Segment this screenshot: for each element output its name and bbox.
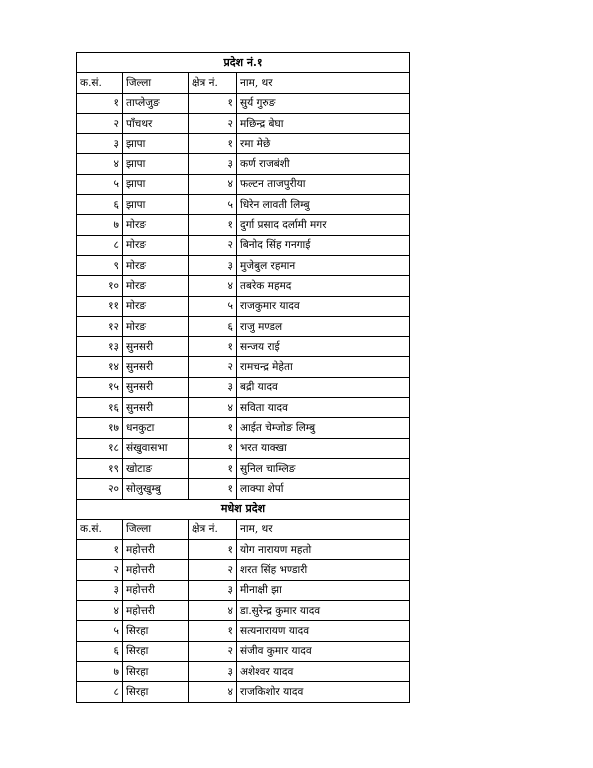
- header-serial: क.सं.: [77, 519, 123, 539]
- constituency-cell: २: [189, 641, 237, 661]
- district-cell: मोरङ: [123, 296, 189, 316]
- constituency-cell: ४: [189, 174, 237, 194]
- name-cell: संजीव कुमार यादव: [237, 641, 410, 661]
- header-district: जिल्ला: [123, 73, 189, 93]
- header-constituency: क्षेत्र नं.: [189, 73, 237, 93]
- column-header-row: [77, 519, 410, 539]
- name-cell: भरत याक्खा: [237, 438, 410, 458]
- serial-cell: ६: [77, 195, 123, 215]
- serial-cell: ५: [77, 174, 123, 194]
- constituency-cell: ५: [189, 296, 237, 316]
- constituency-cell: १: [189, 458, 237, 478]
- serial-cell: १८: [77, 438, 123, 458]
- name-cell: मछिन्द्र बेघा: [237, 113, 410, 133]
- serial-cell: ७: [77, 215, 123, 235]
- table-row: [77, 154, 410, 174]
- district-cell: मोरङ: [123, 215, 189, 235]
- serial-cell: १३: [77, 337, 123, 357]
- name-cell: सविता यादव: [237, 398, 410, 418]
- district-cell: झापा: [123, 195, 189, 215]
- constituency-cell: ४: [189, 398, 237, 418]
- constituency-cell: १: [189, 93, 237, 113]
- district-cell: झापा: [123, 174, 189, 194]
- district-cell: मोरङ: [123, 255, 189, 275]
- name-cell: कर्ण राजबंशी: [237, 154, 410, 174]
- district-cell: महोत्तरी: [123, 580, 189, 600]
- section-title: प्रदेश नं.१: [77, 53, 410, 73]
- serial-cell: ३: [77, 580, 123, 600]
- table-row: [77, 418, 410, 438]
- district-cell: सुनसरी: [123, 357, 189, 377]
- constituency-cell: २: [189, 235, 237, 255]
- name-cell: रामचन्द्र मेहेता: [237, 357, 410, 377]
- constituency-cell: ५: [189, 195, 237, 215]
- serial-cell: १७: [77, 418, 123, 438]
- district-cell: संखुवासभा: [123, 438, 189, 458]
- table-row: [77, 438, 410, 458]
- table-row: [77, 93, 410, 113]
- constituency-cell: १: [189, 215, 237, 235]
- table-row: [77, 255, 410, 275]
- candidate-table: [76, 52, 410, 703]
- district-cell: महोत्तरी: [123, 540, 189, 560]
- constituency-cell: १: [189, 540, 237, 560]
- header-district: जिल्ला: [123, 519, 189, 539]
- constituency-cell: ६: [189, 316, 237, 336]
- serial-cell: १: [77, 540, 123, 560]
- name-cell: लाक्पा शेर्पा: [237, 479, 410, 499]
- district-cell: मोरङ: [123, 235, 189, 255]
- serial-cell: १४: [77, 357, 123, 377]
- constituency-cell: १: [189, 438, 237, 458]
- constituency-cell: १: [189, 479, 237, 499]
- table-row: [77, 134, 410, 154]
- constituency-cell: ३: [189, 580, 237, 600]
- column-header-row: [77, 73, 410, 93]
- name-cell: फल्टन ताजपुरीया: [237, 174, 410, 194]
- serial-cell: ४: [77, 154, 123, 174]
- constituency-cell: ४: [189, 682, 237, 702]
- constituency-cell: ४: [189, 276, 237, 296]
- district-cell: सिरहा: [123, 641, 189, 661]
- name-cell: शरत सिंह भण्डारी: [237, 560, 410, 580]
- district-cell: महोत्तरी: [123, 560, 189, 580]
- table-row: [77, 174, 410, 194]
- table-row: [77, 601, 410, 621]
- serial-cell: १५: [77, 377, 123, 397]
- table-row: [77, 377, 410, 397]
- table-row: [77, 560, 410, 580]
- district-cell: झापा: [123, 154, 189, 174]
- candidate-table-body: [77, 53, 410, 703]
- table-row: [77, 276, 410, 296]
- name-cell: आईत चेम्जोङ लिम्बु: [237, 418, 410, 438]
- name-cell: बिनोद सिंह गनगाई: [237, 235, 410, 255]
- table-row: [77, 337, 410, 357]
- serial-cell: ११: [77, 296, 123, 316]
- constituency-cell: २: [189, 560, 237, 580]
- district-cell: झापा: [123, 134, 189, 154]
- table-row: [77, 458, 410, 478]
- district-cell: सुनसरी: [123, 398, 189, 418]
- header-name: नाम, थर: [237, 519, 410, 539]
- constituency-cell: ३: [189, 154, 237, 174]
- table-row: [77, 641, 410, 661]
- district-cell: महोत्तरी: [123, 601, 189, 621]
- name-cell: योग नारायण महतो: [237, 540, 410, 560]
- name-cell: डा.सुरेन्द्र कुमार यादव: [237, 601, 410, 621]
- table-row: [77, 113, 410, 133]
- serial-cell: ६: [77, 641, 123, 661]
- serial-cell: १०: [77, 276, 123, 296]
- constituency-cell: ३: [189, 661, 237, 681]
- header-constituency: क्षेत्र नं.: [189, 519, 237, 539]
- name-cell: बद्री यादव: [237, 377, 410, 397]
- header-name: नाम, थर: [237, 73, 410, 93]
- constituency-cell: १: [189, 621, 237, 641]
- table-row: [77, 235, 410, 255]
- constituency-cell: १: [189, 337, 237, 357]
- serial-cell: ३: [77, 134, 123, 154]
- serial-cell: ७: [77, 661, 123, 681]
- name-cell: तबरेक महमद: [237, 276, 410, 296]
- district-cell: ताप्लेजुङ: [123, 93, 189, 113]
- serial-cell: ९: [77, 255, 123, 275]
- section-title-row: [77, 53, 410, 73]
- serial-cell: १: [77, 93, 123, 113]
- table-row: [77, 357, 410, 377]
- district-cell: सिरहा: [123, 621, 189, 641]
- district-cell: मोरङ: [123, 316, 189, 336]
- district-cell: सिरहा: [123, 661, 189, 681]
- table-row: [77, 661, 410, 681]
- serial-cell: ८: [77, 682, 123, 702]
- header-serial: क.सं.: [77, 73, 123, 93]
- constituency-cell: ३: [189, 377, 237, 397]
- table-row: [77, 215, 410, 235]
- serial-cell: २: [77, 560, 123, 580]
- name-cell: सुर्य गुरुङ: [237, 93, 410, 113]
- table-row: [77, 398, 410, 418]
- name-cell: राजकुमार यादव: [237, 296, 410, 316]
- name-cell: धिरेन लावती लिम्बु: [237, 195, 410, 215]
- name-cell: दुर्गा प्रसाद दर्लामी मगर: [237, 215, 410, 235]
- district-cell: सोलुखुम्बु: [123, 479, 189, 499]
- constituency-cell: १: [189, 418, 237, 438]
- serial-cell: ४: [77, 601, 123, 621]
- constituency-cell: २: [189, 113, 237, 133]
- table-row: [77, 316, 410, 336]
- district-cell: सुनसरी: [123, 337, 189, 357]
- table-row: [77, 479, 410, 499]
- serial-cell: १६: [77, 398, 123, 418]
- district-cell: सुनसरी: [123, 377, 189, 397]
- name-cell: सन्जय राई: [237, 337, 410, 357]
- district-cell: पाँचथर: [123, 113, 189, 133]
- name-cell: मुजेबुल रहमान: [237, 255, 410, 275]
- constituency-cell: २: [189, 357, 237, 377]
- name-cell: सुनिल चाम्लिङ: [237, 458, 410, 478]
- district-cell: मोरङ: [123, 276, 189, 296]
- section-title: मधेश प्रदेश: [77, 499, 410, 519]
- serial-cell: १९: [77, 458, 123, 478]
- name-cell: राजु मण्डल: [237, 316, 410, 336]
- table-row: [77, 296, 410, 316]
- name-cell: राजकिशोर यादव: [237, 682, 410, 702]
- serial-cell: १२: [77, 316, 123, 336]
- name-cell: सत्यनारायण यादव: [237, 621, 410, 641]
- table-row: [77, 682, 410, 702]
- name-cell: रमा मेछे: [237, 134, 410, 154]
- table-row: [77, 195, 410, 215]
- district-cell: सिरहा: [123, 682, 189, 702]
- serial-cell: २: [77, 113, 123, 133]
- constituency-cell: ४: [189, 601, 237, 621]
- serial-cell: २०: [77, 479, 123, 499]
- table-row: [77, 540, 410, 560]
- serial-cell: ८: [77, 235, 123, 255]
- constituency-cell: १: [189, 134, 237, 154]
- district-cell: खोटाङ: [123, 458, 189, 478]
- district-cell: धनकुटा: [123, 418, 189, 438]
- table-row: [77, 621, 410, 641]
- name-cell: अशेश्वर यादव: [237, 661, 410, 681]
- table-row: [77, 580, 410, 600]
- serial-cell: ५: [77, 621, 123, 641]
- constituency-cell: ३: [189, 255, 237, 275]
- section-title-row: [77, 499, 410, 519]
- name-cell: मीनाक्षी झा: [237, 580, 410, 600]
